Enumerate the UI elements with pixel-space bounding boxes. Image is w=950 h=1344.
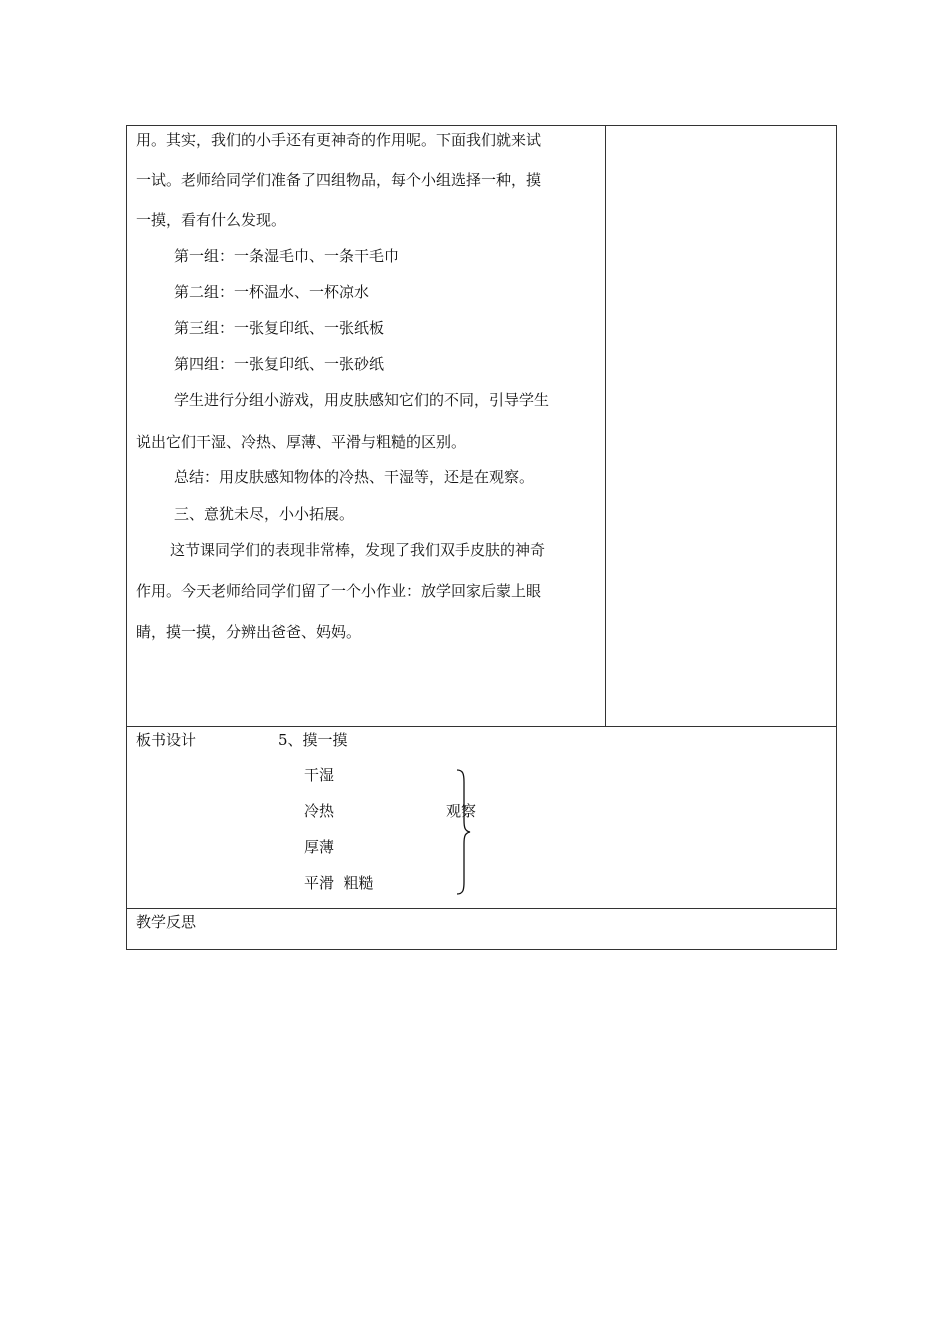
lesson-line: 总结：用皮肤感知物体的冷热、干湿等，还是在观察。 — [174, 468, 535, 486]
lesson-line: 第二组：一杯温水、一杯凉水 — [174, 283, 370, 301]
lesson-line: 第三组：一张复印纸、一张纸板 — [174, 319, 385, 337]
lesson-line: 第四组：一张复印纸、一张砂纸 — [174, 355, 385, 373]
reflection-label: 教学反思 — [136, 913, 197, 931]
board-item: 平滑 粗糙 — [304, 874, 374, 892]
lesson-line: 说出它们干湿、冷热、厚薄、平滑与粗糙的区别。 — [136, 433, 467, 451]
lesson-line: 学生进行分组小游戏，用皮肤感知它们的不同，引导学生 — [174, 391, 550, 409]
lesson-content — [136, 0, 606, 720]
board-design-label: 板书设计 — [136, 731, 197, 749]
lesson-line: 第一组：一条湿毛巾、一条干毛巾 — [174, 247, 400, 265]
row-divider-reflection — [127, 908, 836, 909]
lesson-line: 三、意犹未尽，小小拓展。 — [174, 505, 355, 523]
board-item: 厚薄 — [304, 838, 335, 856]
lesson-line: 睛，摸一摸，分辨出爸爸、妈妈。 — [136, 623, 362, 641]
lesson-line: 一摸，看有什么发现。 — [136, 211, 287, 229]
curly-brace-icon — [455, 768, 475, 896]
board-summary: 观察 — [446, 802, 477, 820]
board-item: 干湿 — [304, 766, 335, 784]
lesson-line: 这节课同学们的表现非常棒，发现了我们双手皮肤的神奇 — [170, 541, 546, 559]
board-item: 冷热 — [304, 802, 335, 820]
lesson-line: 用。其实，我们的小手还有更神奇的作用呢。下面我们就来试 — [136, 131, 542, 149]
lesson-line: 作用。今天老师给同学们留了一个小作业：放学回家后蒙上眼 — [136, 582, 542, 600]
row-divider-board — [127, 726, 836, 727]
board-design-title: 5、摸一摸 — [278, 731, 348, 749]
lesson-line: 一试。老师给同学们准备了四组物品，每个小组选择一种，摸 — [136, 171, 542, 189]
